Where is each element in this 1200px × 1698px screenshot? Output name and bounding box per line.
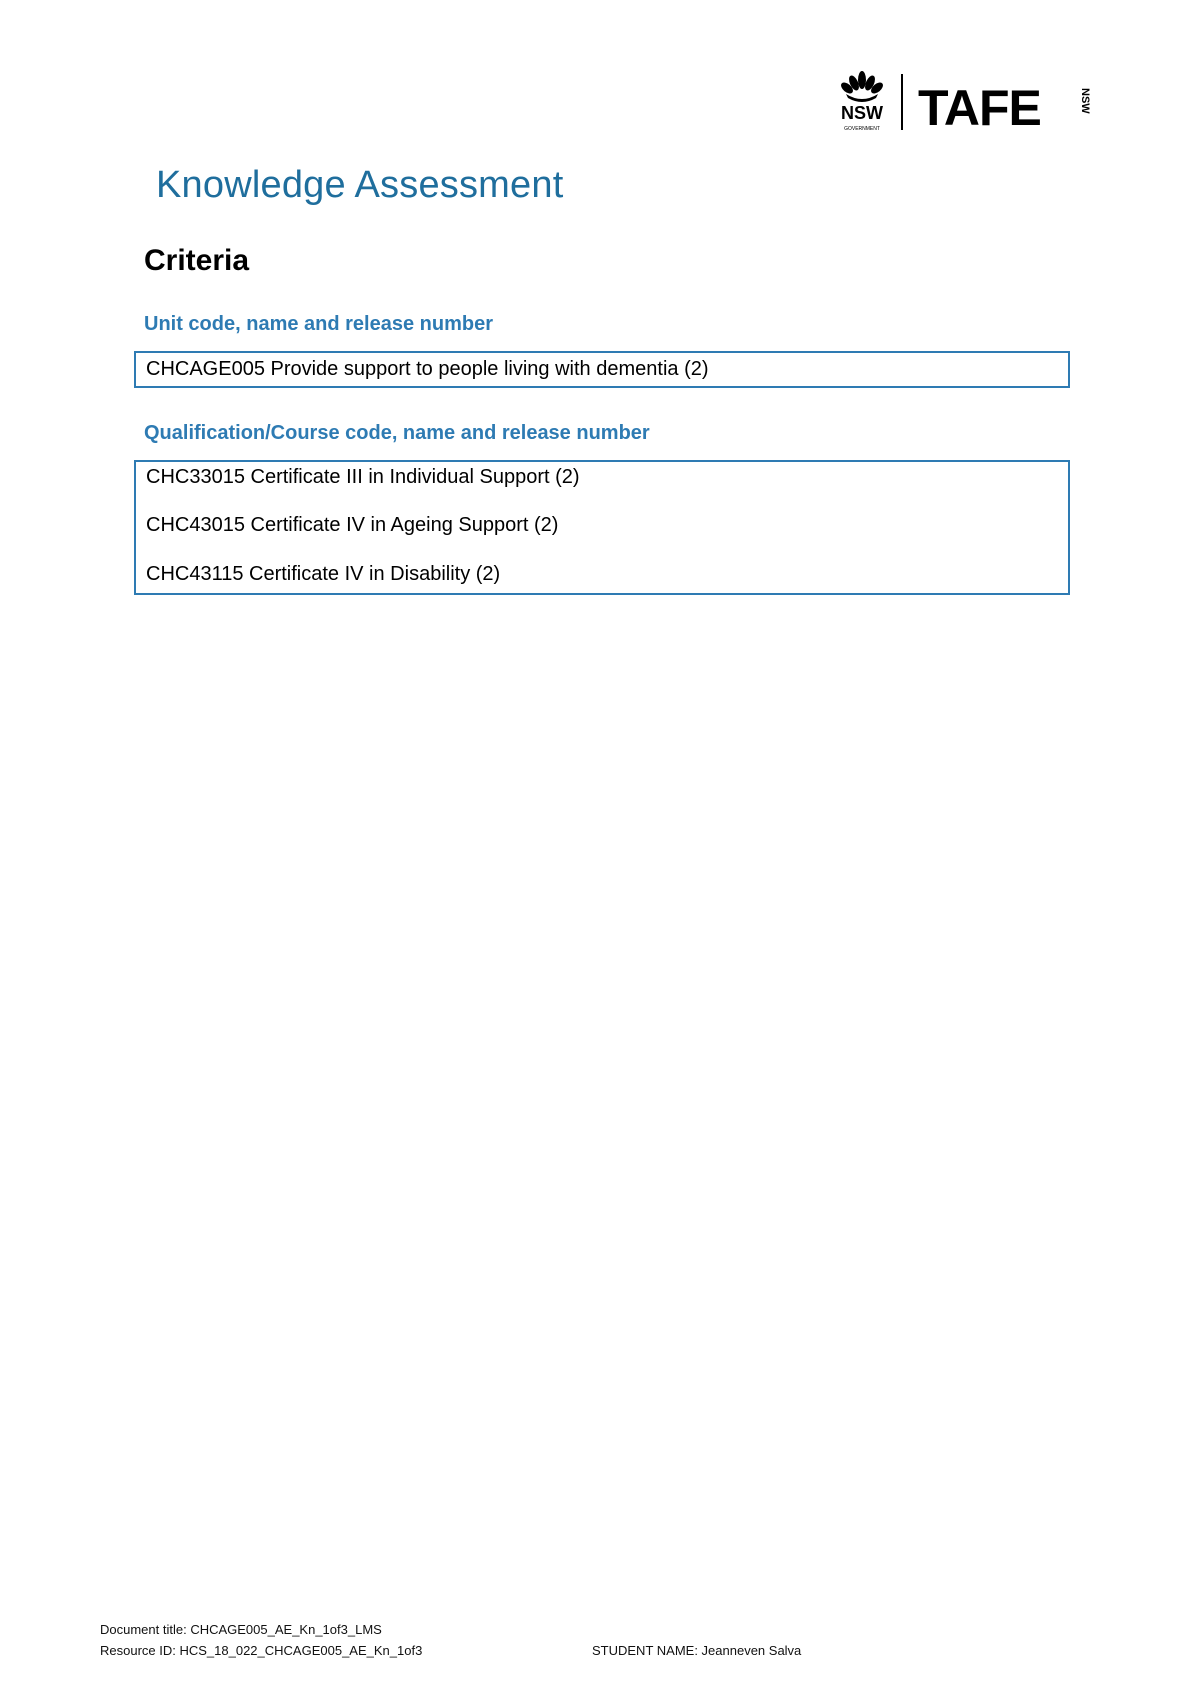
- footer-student-name: STUDENT NAME: Jeanneven Salva: [592, 1643, 802, 1658]
- waratah-icon: [839, 71, 885, 102]
- nsw-logo-subtext: GOVERNMENT: [844, 126, 880, 132]
- footer-document-title: Document title: CHCAGE005_AE_Kn_1of3_LMS: [100, 1622, 382, 1637]
- tafe-logo-subtext: NSW: [1079, 88, 1091, 114]
- qualification-box: [134, 460, 1070, 595]
- logo-divider: [901, 74, 903, 130]
- logos-svg: [832, 68, 1092, 134]
- criteria-heading: Criteria: [144, 244, 250, 277]
- qualification-item: CHC43115 Certificate IV in Disability (2): [146, 563, 501, 585]
- nsw-logo-text: NSW: [841, 103, 883, 123]
- header-logos: [832, 68, 1092, 134]
- footer-resource-id: Resource ID: HCS_18_022_CHCAGE005_AE_Kn_1of3: [100, 1643, 423, 1658]
- qualification-label: Qualification/Course code, name and release number: [144, 422, 650, 444]
- tafe-logo-text: TAFE: [918, 80, 1041, 134]
- page-title: Knowledge Assessment: [156, 164, 564, 206]
- unit-value: CHCAGE005 Provide support to people living with dementia (2): [146, 358, 709, 380]
- unit-box: [134, 351, 1070, 388]
- qualification-item: CHC43015 Certificate IV in Ageing Support (2): [146, 514, 559, 536]
- unit-label: Unit code, name and release number: [144, 313, 493, 335]
- qualification-item: CHC33015 Certificate III in Individual Support (2): [146, 466, 580, 488]
